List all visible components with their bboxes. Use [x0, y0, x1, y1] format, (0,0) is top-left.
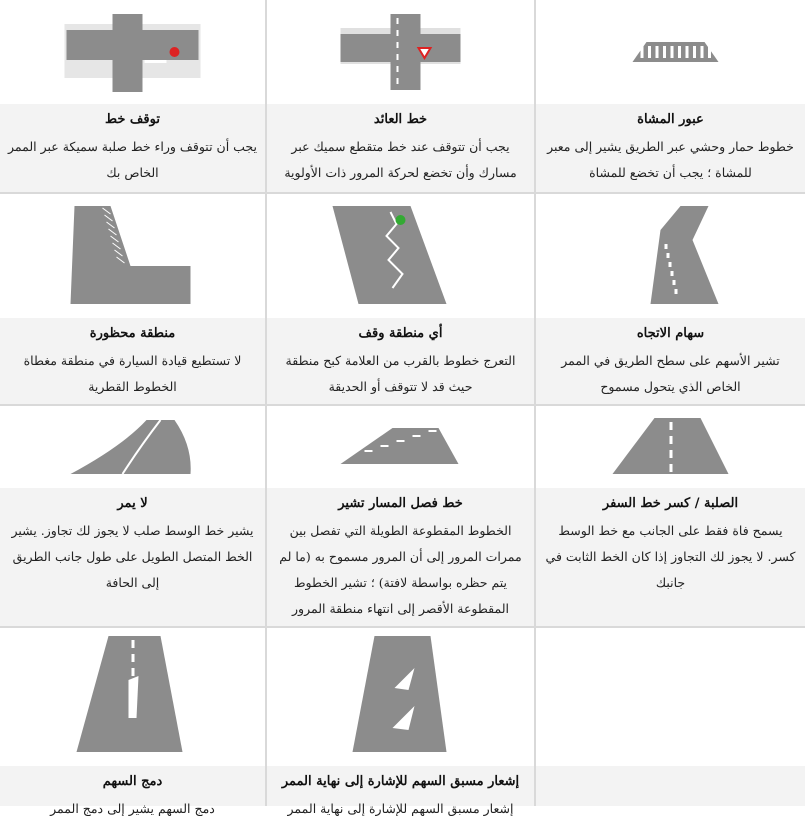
sign-text [267, 318, 534, 404]
pedestrian-crossing-icon [536, 0, 805, 104]
sign-cell [536, 406, 805, 628]
sign-title: إشعار مسبق السهم للإشارة إلى نهاية الممر [281, 774, 520, 789]
grid-divider [0, 404, 805, 406]
sign-title: توقف خط [105, 112, 160, 127]
merge-arrow-icon [0, 628, 265, 766]
sign-image [267, 0, 534, 104]
sign-text [0, 104, 265, 192]
sign-image [536, 0, 805, 104]
sign-title: لا يمر [117, 496, 148, 511]
sign-description: دمج السهم يشير إلى دمج الممر [50, 801, 215, 816]
sign-text [267, 104, 534, 192]
sign-cell [0, 194, 265, 404]
sign-cell [267, 194, 534, 404]
stop-line-icon [0, 0, 265, 104]
grid-divider [265, 0, 267, 806]
sign-text [536, 488, 805, 628]
no-passing-icon [0, 406, 265, 488]
sign-image [0, 628, 265, 766]
sign-cell [267, 0, 534, 192]
sign-cell [536, 628, 805, 806]
sign-cell [0, 628, 265, 816]
direction-arrows-icon [536, 194, 805, 318]
sign-text [0, 318, 265, 404]
sign-title: خط فصل المسار تشير [338, 496, 463, 511]
sign-image [0, 194, 265, 318]
sign-title: سهام الاتجاه [636, 326, 705, 341]
sign-description: يشير خط الوسط صلب لا يجوز لك تجاوز. يشير الخط المتصل الطويل على طول جانب الطريق إلى الحافة [11, 523, 254, 590]
sign-image [267, 406, 534, 488]
sign-cell [0, 0, 265, 192]
sign-title: دمج السهم [102, 774, 163, 789]
sign-description: الخطوط المقطوعة الطويلة التي تفصل بين ممرات المرور إلى أن المرور مسموح به (ما لم يتم حظره بواسطة لافتة) ؛ تشير الخطوط المقطوعة الأقصر إلى انتهاء منطقة المرور [279, 523, 522, 616]
sign-text [536, 104, 805, 192]
sign-cell [536, 194, 805, 404]
sign-cell [536, 0, 805, 192]
sign-title: الصلبة / كسر خط السفر [602, 496, 739, 511]
sign-image [536, 194, 805, 318]
sign-description: يسمح فاة فقط على الجانب مع خط الوسط كسر. لا يجوز لك التجاوز إذا كان الخط الثابت في جانبك [545, 523, 796, 590]
sign-text [536, 318, 805, 404]
sign-image [0, 406, 265, 488]
sign-description: تشير الأسهم على سطح الطريق في الممر الخاص الذي يتحول مسموح [561, 353, 780, 394]
grid-divider [0, 626, 805, 628]
sign-title: أي منطقة وقف [358, 326, 443, 341]
solid-broken-line-icon [536, 406, 805, 488]
sign-text [0, 766, 265, 816]
grid-divider [0, 192, 805, 194]
give-way-line-icon [267, 0, 534, 104]
sign-description: إشعار مسبق السهم للإشارة إلى نهاية الممر [287, 801, 514, 816]
sign-image [267, 628, 534, 766]
sign-image [267, 194, 534, 318]
sign-text [267, 766, 534, 816]
sign-cell [267, 628, 534, 816]
grid-divider [534, 0, 536, 806]
sign-image [536, 628, 805, 766]
sign-text [267, 488, 534, 628]
sign-text [536, 766, 805, 806]
lane-separation-icon [267, 406, 534, 488]
sign-description: خطوط حمار وحشي عبر الطريق يشير إلى معبر للمشاة ؛ يجب أن تخضع للمشاة [547, 139, 794, 180]
sign-description: يجب أن تتوقف وراء خط صلبة سميكة عبر الممر الخاص بك [8, 139, 257, 180]
sign-description: يجب أن تتوقف عند خط متقطع سميك عبر مسارك وأن تخضع لحركة المرور ذات الأولوية [284, 139, 517, 180]
sign-title: عبور المشاة [637, 112, 704, 127]
sign-cell [0, 406, 265, 628]
sign-cell [267, 406, 534, 628]
sign-title: منطقة محظورة [89, 326, 176, 341]
sign-description: لا تستطيع قيادة السيارة في منطقة مغطاة الخطوط القطرية [23, 353, 242, 394]
lane-end-arrows-icon [267, 628, 534, 766]
sign-image [0, 0, 265, 104]
sign-text [0, 488, 265, 628]
prohibited-area-icon [0, 194, 265, 318]
no-stopping-zone-icon [267, 194, 534, 318]
sign-description: التعرج خطوط بالقرب من العلامة كبح منطقة حيث قد لا تتوقف أو الحديقة [285, 353, 516, 394]
sign-title: خط العائد [373, 112, 428, 127]
sign-image [536, 406, 805, 488]
